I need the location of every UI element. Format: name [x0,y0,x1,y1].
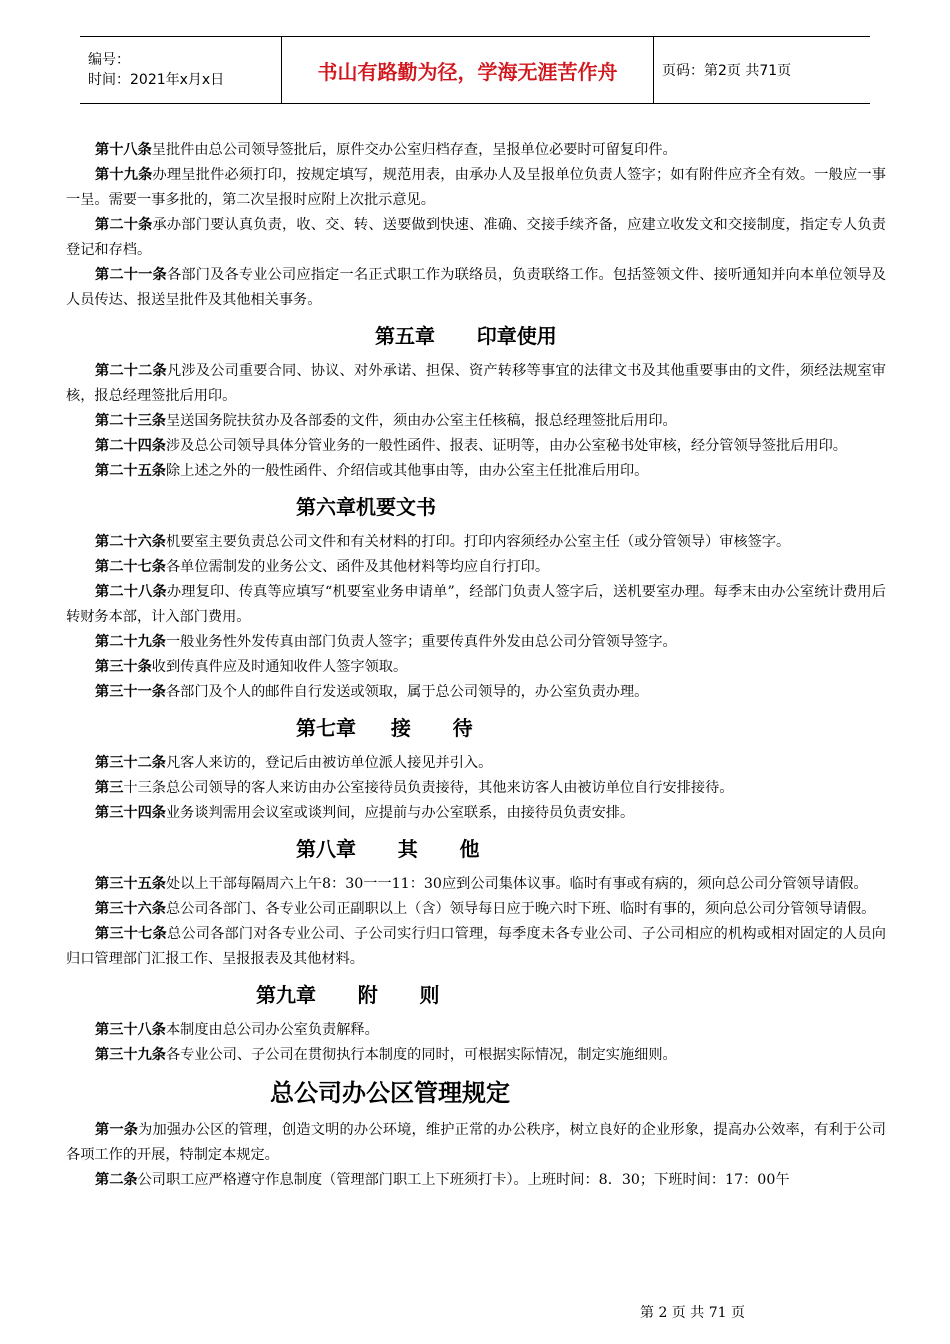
article-number: 第二十七条 [95,559,166,575]
article-number: 第二十六条 [95,534,166,550]
article-number: 第三十四条 [95,805,166,821]
article-number: 第三十九条 [95,1047,166,1063]
article-text: 各部门及个人的邮件自行发送或领取，属于总公司领导的，办公室负责办理。 [165,684,649,700]
page-footer: 第 2 页 共 71 页 [640,1305,745,1321]
article-number: 第二十八条 [95,584,167,600]
article-text: 各单位需制发的业务公文、函件及其他材料等均应自行打印。 [165,559,550,575]
article-33 [66,776,886,801]
article-number: 第二十九条 [95,634,166,650]
article-text: 呈送国务院扶贫办及各部委的文件，须由办公室主任核稿，报总经理签批后用印。 [165,413,677,429]
article-text: 一般业务性外发传真由部门负责人签字；重要传真件外发由总公司分管领导签字。 [165,634,677,650]
header-motto: 书山有路勤为径，学海无涯苦作舟 [282,37,654,104]
article-39 [66,1043,886,1068]
article-number: 第三 [95,780,124,796]
document-number-label: 编号： [88,52,130,68]
article-number: 第三十七条 [95,926,167,942]
article-text: 处以上干部每隔周六上午8：30一一11：30应到公司集体议事。临时有事或有病的，须向总公司分管领导请假。 [165,876,868,892]
article-text: 各专业公司、子公司在贯彻执行本制度的同时，可根据实际情况，制定实施细则。 [165,1047,677,1063]
article-number: 第三十二条 [95,755,166,771]
chapter-9-heading: 第九章 附 则 [256,983,440,1007]
article-23 [66,409,886,434]
rule-2 [66,1168,886,1193]
article-18 [66,138,886,163]
document-body [66,138,886,1193]
article-25 [66,459,886,484]
article-32 [66,751,886,776]
article-22 [66,359,886,409]
article-text: 承办部门要认真负责，收、交、转、送要做到快速、准确、交接手续齐备，应建立收发文和交接制度，指定专人负责登记和存档。 [66,217,886,258]
article-number: 第二十三条 [95,413,166,429]
article-number: 第二十一条 [95,267,167,283]
article-26 [66,530,886,555]
article-text: 总公司各部门对各专业公司、子公司实行归口管理，每季度未各专业公司、子公司相应的机构或相对固定的人员向归口管理部门汇报工作、呈报报表及其他材料。 [66,926,886,967]
chapter-8-heading: 第八章 其 他 [296,837,480,861]
article-number: 第三十八条 [95,1022,166,1038]
header-page-label: 页码：第2页 共71页 [654,37,871,104]
article-34 [66,801,886,826]
chapter-6-heading: 第六章机要文书 [296,495,436,519]
article-number: 第三十一条 [95,684,166,700]
article-number: 第三十五条 [95,876,166,892]
article-text: 机要室主要负责总公司文件和有关材料的打印。打印内容须经办公室主任（或分管领导）审核签字。 [165,534,791,550]
section-title: 总公司办公区管理规定 [270,1079,510,1107]
article-number: 第十九条 [95,167,153,183]
rule-1 [66,1118,886,1168]
article-number: 第三十六条 [95,901,166,917]
page-header [80,36,870,104]
article-30 [66,655,886,680]
article-number: 第二条 [95,1172,138,1188]
article-text: 凡客人来访的，登记后由被访单位派人接见并引入。 [165,755,493,771]
article-38 [66,1018,886,1043]
article-number: 第二十二条 [95,363,167,379]
article-text: 收到传真件应及时通知收件人签字领取。 [151,659,408,675]
article-21 [66,263,886,313]
article-31 [66,680,886,705]
article-text: 除上述之外的一般性函件、介绍信或其他事由等，由办公室主任批准后用印。 [165,463,649,479]
article-number: 第一条 [95,1122,139,1138]
article-35 [66,872,886,897]
article-text: 办理呈批件必须打印，按规定填写，规范用表，由承办人及呈报单位负责人签字；如有附件应齐全有效。一般应一事一呈。需要一事多批的，第二次呈报时应附上次批示意见。 [66,167,886,208]
article-text: 办理复印、传真等应填写“机要室业务申请单”，经部门负责人签字后，送机要室办理。每季末由办公室统计费用后转财务本部，计入部门费用。 [66,584,886,625]
chapter-7-heading: 第七章 接 待 [296,716,473,740]
article-text: 各部门及各专业公司应指定一名正式职工作为联络员，负责联络工作。包括签领文件、接听通知并向本单位领导及人员传达、报送呈批件及其他相关事务。 [66,267,886,308]
article-19 [66,163,886,213]
article-text: 凡涉及公司重要合同、协议、对外承诺、担保、资产转移等事宜的法律文书及其他重要事由的文件，须经法规室审核，报总经理签批后用印。 [66,363,886,404]
article-29 [66,630,886,655]
article-text: 总公司各部门、各专业公司正副职以上（含）领导每日应于晚六时下班、临时有事的，须向总公司分管领导请假。 [165,901,876,917]
article-text: 呈批件由总公司领导签批后，原件交办公室归档存查，呈报单位必要时可留复印件。 [151,142,677,158]
article-20 [66,213,886,263]
article-text: 业务谈判需用会议室或谈判间，应提前与办公室联系，由接待员负责安排。 [165,805,635,821]
article-24 [66,434,886,459]
document-date-label: 时间：2021年x月x日 [88,72,225,88]
article-37 [66,922,886,972]
article-number: 第二十条 [95,217,153,233]
article-text: 为加强办公区的管理，创造文明的办公环境，维护正常的办公秩序，树立良好的企业形象，提高办公效率，有利于公司各项工作的开展，特制定本规定。 [66,1122,886,1163]
article-27 [66,555,886,580]
article-36 [66,897,886,922]
chapter-5-heading: 第五章 印章使用 [375,324,557,348]
article-text: 涉及总公司领导具体分管业务的一般性函件、报表、证明等，由办公室秘书处审核，经分管领导签批后用印。 [165,438,847,454]
article-number: 第二十五条 [95,463,166,479]
header-meta [80,37,282,104]
article-number: 第二十四条 [95,438,166,454]
article-text: 公司职工应严格遵守作息制度（管理部门职工上下班须打卡）。上班时间：8．30；下班时间：17：00午 [137,1172,790,1188]
article-text: 本制度由总公司办公室负责解释。 [165,1022,379,1038]
article-number: 第十八条 [95,142,152,158]
article-28 [66,580,886,630]
article-number: 第三十条 [95,659,152,675]
article-text: 十三条总公司领导的客人来访由办公室接待员负责接待，其他来访客人由被访单位自行安排接待。 [123,780,734,796]
